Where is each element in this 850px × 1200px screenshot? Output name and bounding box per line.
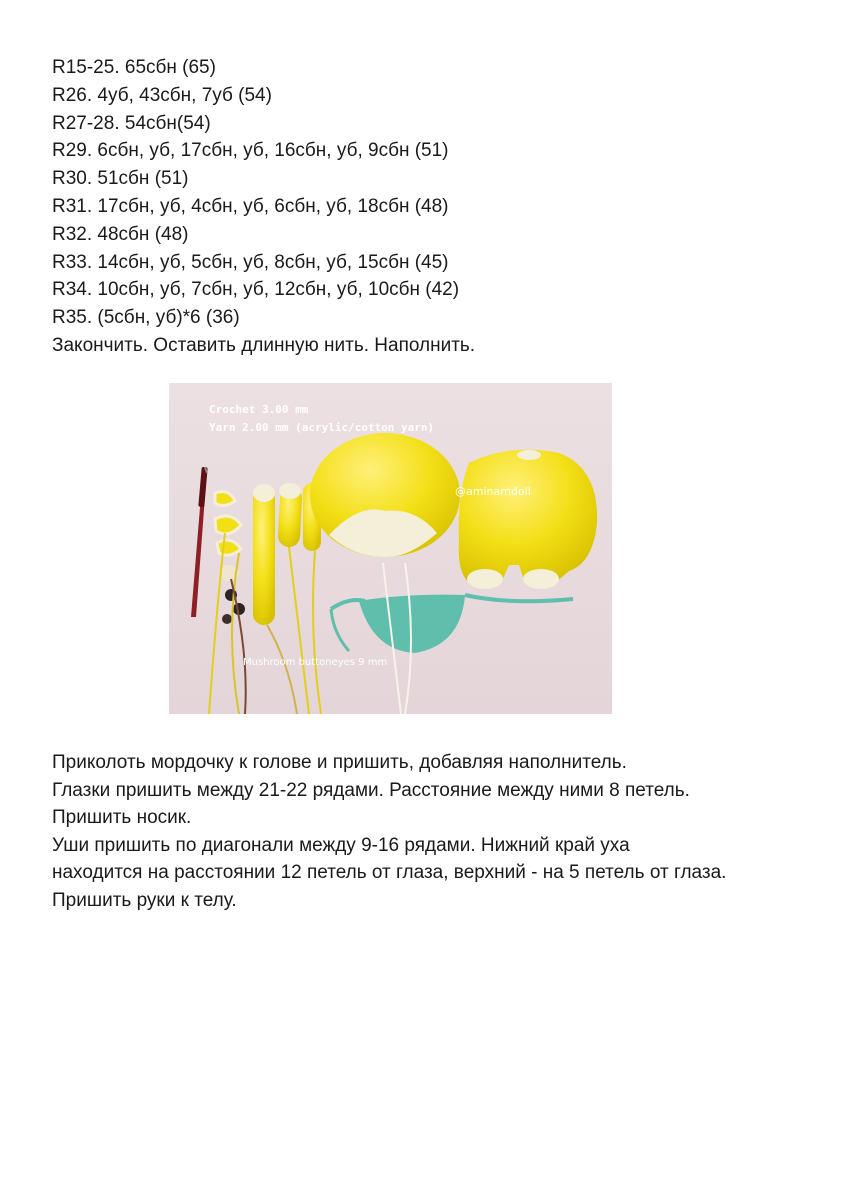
pattern-row: R15-25. 65сбн (65): [52, 57, 216, 78]
assembly-notes: [52, 749, 726, 915]
photo-caption-crochet: Crochet 3.00 mm: [209, 403, 309, 416]
pattern-row: R34. 10сбн, уб, 7сбн, уб, 12сбн, уб, 10сбн (42): [52, 279, 460, 301]
pattern-row: R30. 51сбн (51): [52, 168, 189, 190]
pattern-row: R32. 48сбн (48): [52, 223, 189, 245]
assembly-note: Уши пришить по диагонали между 9-16 рядами. Нижний край уха: [52, 834, 630, 856]
pattern-row: R35. (5сбн, уб)*6 (36): [52, 307, 240, 329]
pattern-row: R29. 6сбн, уб, 17сбн, уб, 16сбн, уб, 9сбн (51): [52, 140, 449, 162]
pattern-row: R27-28. 54сбн(54): [52, 112, 211, 134]
assembly-note: Глазки пришить между 21-22 рядами. Расстояние между ними 8 петель.: [52, 779, 690, 801]
assembly-note: Приколоть мордочку к голове и пришить, добавляя наполнитель.: [52, 752, 627, 773]
photo-watermark: @aminamdoll: [455, 485, 531, 498]
head-piece: [310, 433, 460, 557]
pattern-row: R33. 14сбн, уб, 5сбн, уб, 8сбн, уб, 15сбн (45): [52, 251, 449, 273]
finish-instruction: Закончить. Оставить длинную нить. Наполнить.: [52, 334, 476, 356]
photo-caption-yarn: Yarn 2.00 mm (acrylic/cotton yarn): [209, 421, 435, 434]
pattern-row: R31. 17сбн, уб, 4сбн, уб, 6сбн, уб, 18сбн (48): [52, 195, 449, 217]
pattern-rows: [52, 54, 475, 360]
assembly-note: Пришить руки к телу.: [52, 889, 237, 911]
crochet-parts-photo: [169, 383, 612, 714]
photo-label-eyes: Mushroom buttoneyes 9 mm: [243, 657, 388, 668]
pattern-row: R26. 4уб, 43сбн, 7уб (54): [52, 84, 272, 106]
assembly-note: Пришить носик.: [52, 807, 192, 829]
assembly-note: находится на расстоянии 12 петель от глаза, верхний - на 5 петель от глаза.: [52, 862, 727, 884]
